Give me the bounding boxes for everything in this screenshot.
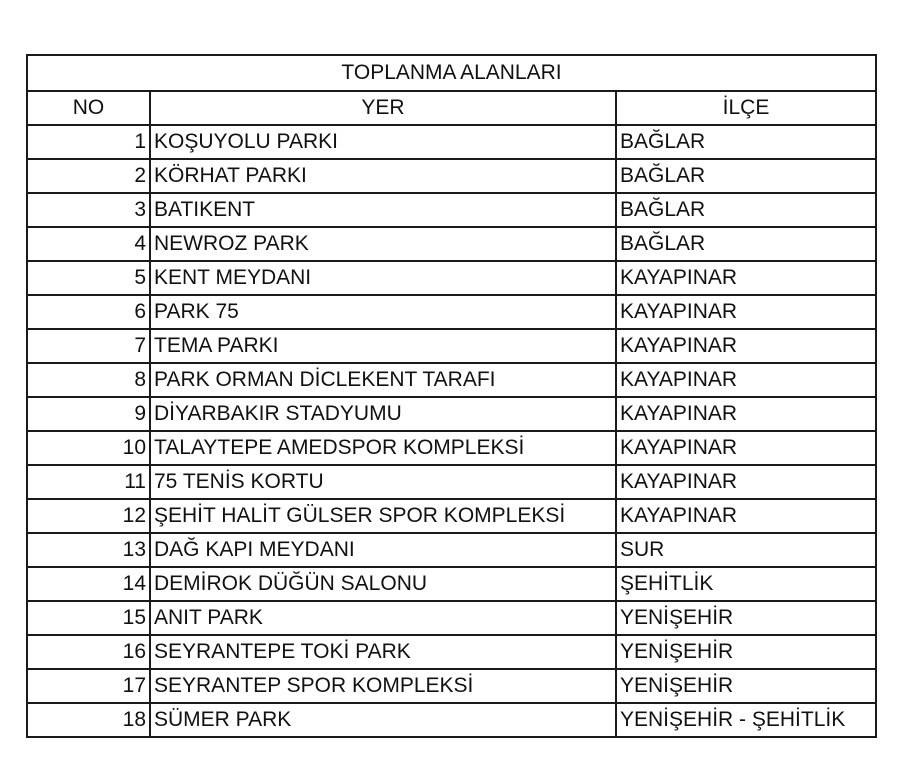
cell-no: 15	[27, 601, 150, 635]
table-row	[27, 465, 876, 499]
cell-no: 9	[27, 397, 150, 431]
cell-ilce: KAYAPINAR	[616, 261, 876, 295]
cell-ilce: KAYAPINAR	[616, 363, 876, 397]
cell-ilce: KAYAPINAR	[616, 431, 876, 465]
cell-no: 5	[27, 261, 150, 295]
table-row	[27, 703, 876, 737]
cell-yer: BATIKENT	[150, 193, 616, 227]
table-row	[27, 227, 876, 261]
cell-no: 10	[27, 431, 150, 465]
cell-yer: 75 TENİS KORTU	[150, 465, 616, 499]
table-row	[27, 669, 876, 703]
cell-ilce: BAĞLAR	[616, 125, 876, 159]
table-row	[27, 431, 876, 465]
cell-yer: ŞEHİT HALİT GÜLSER SPOR KOMPLEKSİ	[150, 499, 616, 533]
table-row	[27, 533, 876, 567]
cell-ilce: YENİŞEHİR	[616, 601, 876, 635]
table-row	[27, 261, 876, 295]
cell-no: 16	[27, 635, 150, 669]
table-row	[27, 125, 876, 159]
cell-ilce: KAYAPINAR	[616, 295, 876, 329]
cell-no: 6	[27, 295, 150, 329]
cell-no: 1	[27, 125, 150, 159]
cell-ilce: BAĞLAR	[616, 193, 876, 227]
assembly-areas-table	[26, 54, 877, 738]
table-row	[27, 601, 876, 635]
cell-yer: NEWROZ PARK	[150, 227, 616, 261]
header-ilce: İLÇE	[616, 91, 876, 125]
cell-no: 7	[27, 329, 150, 363]
cell-ilce: BAĞLAR	[616, 227, 876, 261]
table-row	[27, 295, 876, 329]
cell-yer: SEYRANTEP SPOR KOMPLEKSİ	[150, 669, 616, 703]
cell-ilce: KAYAPINAR	[616, 329, 876, 363]
table-row	[27, 363, 876, 397]
cell-yer: TALAYTEPE AMEDSPOR KOMPLEKSİ	[150, 431, 616, 465]
cell-yer: ANIT PARK	[150, 601, 616, 635]
cell-no: 2	[27, 159, 150, 193]
table-title: TOPLANMA ALANLARI	[27, 55, 876, 91]
cell-yer: KÖRHAT PARKI	[150, 159, 616, 193]
table-row	[27, 329, 876, 363]
cell-yer: KENT MEYDANI	[150, 261, 616, 295]
table-row	[27, 193, 876, 227]
cell-yer: TEMA PARKI	[150, 329, 616, 363]
cell-ilce: KAYAPINAR	[616, 499, 876, 533]
cell-no: 11	[27, 465, 150, 499]
table-header-row	[27, 91, 876, 125]
cell-ilce: YENİŞEHİR	[616, 635, 876, 669]
cell-no: 17	[27, 669, 150, 703]
table-row	[27, 635, 876, 669]
cell-ilce: SUR	[616, 533, 876, 567]
cell-ilce: YENİŞEHİR - ŞEHİTLİK	[616, 703, 876, 737]
cell-yer: SEYRANTEPE TOKİ PARK	[150, 635, 616, 669]
table-row	[27, 159, 876, 193]
cell-yer: PARK ORMAN DİCLEKENT TARAFI	[150, 363, 616, 397]
cell-yer: SÜMER PARK	[150, 703, 616, 737]
cell-ilce: KAYAPINAR	[616, 397, 876, 431]
table-row	[27, 567, 876, 601]
header-no: NO	[27, 91, 150, 125]
cell-ilce: ŞEHİTLİK	[616, 567, 876, 601]
table-title-row	[27, 55, 876, 91]
cell-ilce: BAĞLAR	[616, 159, 876, 193]
cell-yer: PARK 75	[150, 295, 616, 329]
cell-no: 8	[27, 363, 150, 397]
cell-no: 3	[27, 193, 150, 227]
cell-no: 13	[27, 533, 150, 567]
cell-ilce: YENİŞEHİR	[616, 669, 876, 703]
header-yer: YER	[150, 91, 616, 125]
cell-yer: DAĞ KAPI MEYDANI	[150, 533, 616, 567]
cell-yer: DİYARBAKIR STADYUMU	[150, 397, 616, 431]
cell-ilce: KAYAPINAR	[616, 465, 876, 499]
cell-yer: KOŞUYOLU PARKI	[150, 125, 616, 159]
cell-no: 14	[27, 567, 150, 601]
cell-no: 18	[27, 703, 150, 737]
cell-no: 4	[27, 227, 150, 261]
cell-no: 12	[27, 499, 150, 533]
table-row	[27, 397, 876, 431]
table-row	[27, 499, 876, 533]
cell-yer: DEMİROK DÜĞÜN SALONU	[150, 567, 616, 601]
